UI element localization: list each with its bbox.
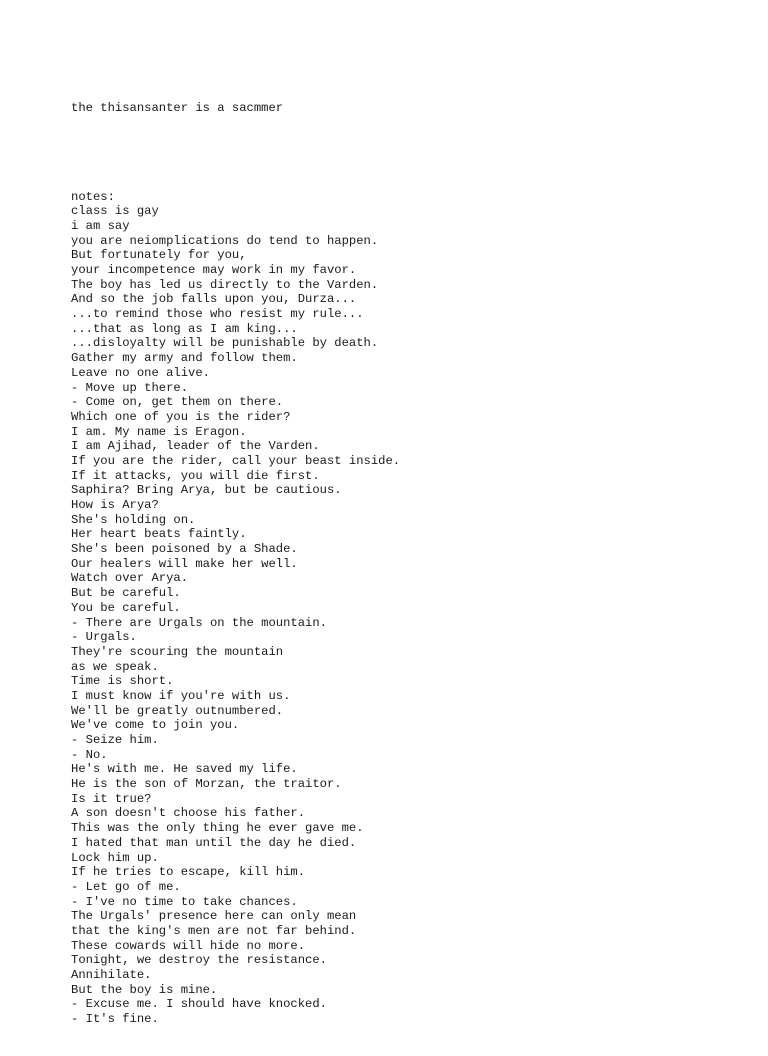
text-line: - Excuse me. I should have knocked. bbox=[71, 997, 327, 1012]
text-line: Which one of you is the rider? bbox=[71, 409, 291, 424]
text-line: If he tries to escape, kill him. bbox=[71, 865, 306, 880]
text-line: Our healers will make her well. bbox=[71, 556, 298, 571]
text-line: i am say bbox=[71, 218, 130, 233]
text-line: These cowards will hide no more. bbox=[71, 938, 306, 953]
text-line: notes: bbox=[71, 189, 115, 204]
text-line: - No. bbox=[71, 747, 108, 762]
text-line: - Come on, get them on there. bbox=[71, 395, 284, 410]
text-line: Lock him up. bbox=[71, 850, 159, 865]
text-line: Leave no one alive. bbox=[71, 365, 210, 380]
text-line: They're scouring the mountain bbox=[71, 644, 284, 659]
text-line: He is the son of Morzan, the traitor. bbox=[71, 777, 342, 792]
text-line: I am Ajihad, leader of the Varden. bbox=[71, 439, 320, 454]
text-line: The boy has led us directly to the Varden. bbox=[71, 277, 379, 292]
text-line: A son doesn't choose his father. bbox=[71, 806, 306, 821]
text-line: - It's fine. bbox=[71, 1012, 159, 1027]
text-line: Gather my army and follow them. bbox=[71, 351, 298, 366]
text-line: Time is short. bbox=[71, 674, 174, 689]
text-line: - Urgals. bbox=[71, 630, 137, 645]
text-line: Is it true? bbox=[71, 791, 152, 806]
text-line: But be careful. bbox=[71, 586, 181, 601]
blank-line bbox=[71, 146, 751, 161]
text-line: Her heart beats faintly. bbox=[71, 527, 247, 542]
text-line: But the boy is mine. bbox=[71, 982, 218, 997]
text-line: your incompetence may work in my favor. bbox=[71, 263, 357, 278]
document-body bbox=[71, 72, 751, 1056]
text-line: - There are Urgals on the mountain. bbox=[71, 615, 327, 630]
text-line: - Let go of me. bbox=[71, 879, 181, 894]
text-line: She's been poisoned by a Shade. bbox=[71, 542, 298, 557]
text-line: ...that as long as I am king... bbox=[71, 321, 298, 336]
text-line: Tonight, we destroy the resistance. bbox=[71, 953, 327, 968]
text-line: How is Arya? bbox=[71, 498, 159, 513]
text-line: class is gay bbox=[71, 204, 159, 219]
text-line: This was the only thing he ever gave me. bbox=[71, 821, 364, 836]
document-title: the thisansanter is a sacmmer bbox=[71, 101, 284, 116]
text-lines bbox=[71, 190, 751, 1027]
text-line: He's with me. He saved my life. bbox=[71, 762, 298, 777]
text-line: We'll be greatly outnumbered. bbox=[71, 703, 284, 718]
text-line: She's holding on. bbox=[71, 512, 196, 527]
text-line: that the king's men are not far behind. bbox=[71, 923, 357, 938]
text-line: you are neiomplications do tend to happen. bbox=[71, 233, 379, 248]
text-line: - I've no time to take chances. bbox=[71, 894, 298, 909]
text-line: I must know if you're with us. bbox=[71, 688, 291, 703]
text-line: ...disloyalty will be punishable by death. bbox=[71, 336, 379, 351]
text-line: And so the job falls upon you, Durza... bbox=[71, 292, 357, 307]
text-line: - Seize him. bbox=[71, 733, 159, 748]
text-line: If it attacks, you will die first. bbox=[71, 468, 320, 483]
text-line: We've come to join you. bbox=[71, 718, 240, 733]
text-line: I am. My name is Eragon. bbox=[71, 424, 247, 439]
text-line: You be careful. bbox=[71, 600, 181, 615]
text-line: If you are the rider, call your beast inside. bbox=[71, 453, 401, 468]
text-line: - Move up there. bbox=[71, 380, 189, 395]
text-line: ...to remind those who resist my rule... bbox=[71, 307, 364, 322]
text-line: The Urgals' presence here can only mean bbox=[71, 909, 357, 924]
text-line: I hated that man until the day he died. bbox=[71, 835, 357, 850]
text-line: Saphira? Bring Arya, but be cautious. bbox=[71, 483, 342, 498]
text-line: But fortunately for you, bbox=[71, 248, 247, 263]
text-line: Watch over Arya. bbox=[71, 571, 189, 586]
text-line: Annihilate. bbox=[71, 968, 152, 983]
text-line: as we speak. bbox=[71, 659, 159, 674]
